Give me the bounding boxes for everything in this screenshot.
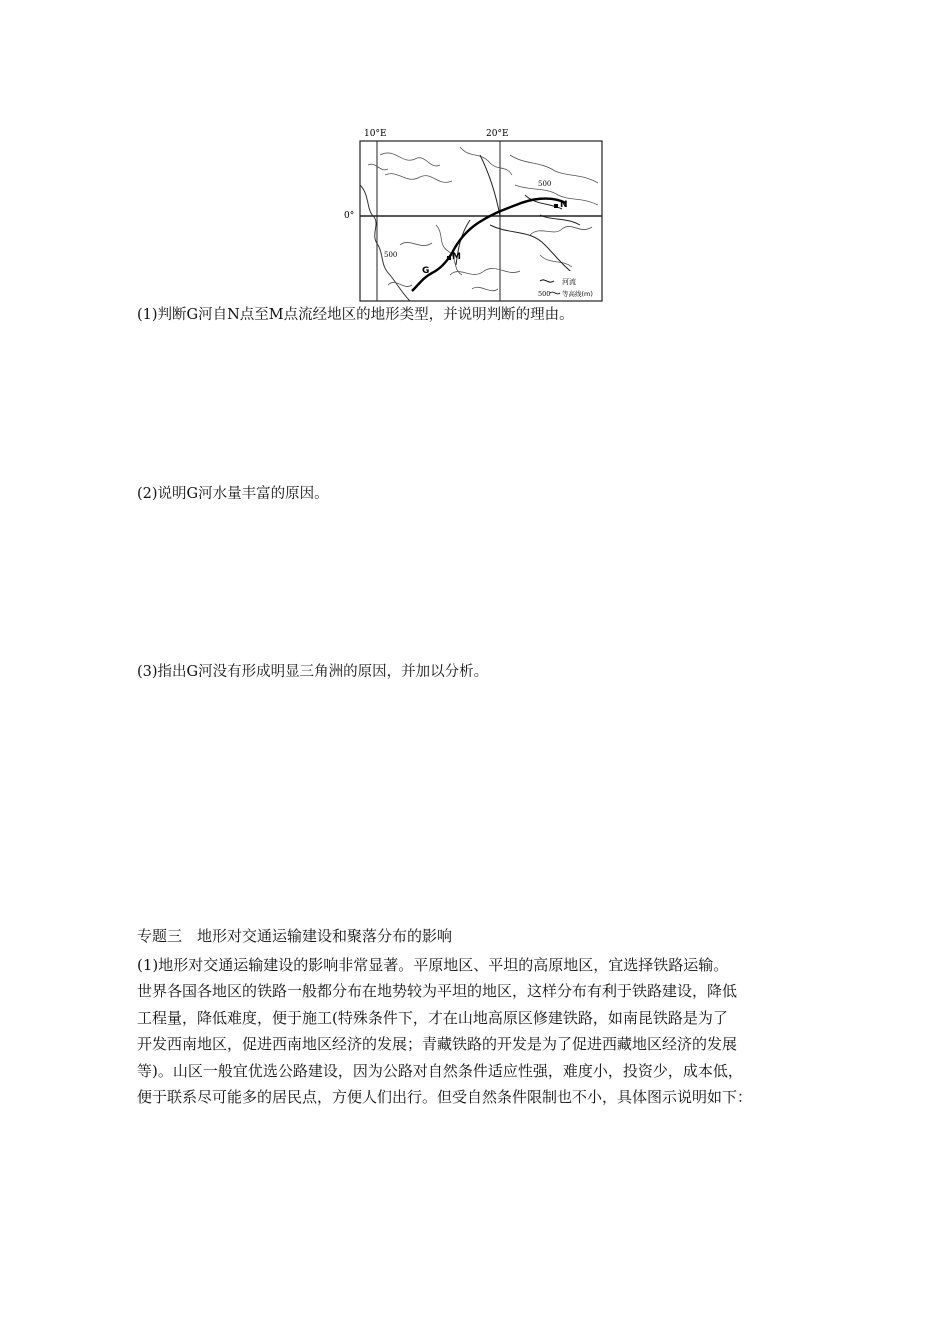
lat-label-0: 0° xyxy=(344,211,355,221)
river-basin-map xyxy=(340,125,610,305)
map-figure xyxy=(340,125,610,305)
section-paragraph xyxy=(137,952,817,1110)
legend-contour-label: 等高线(m) xyxy=(562,290,593,298)
question-1: (1)判断G河自N点至M点流经地区的地形类型，并说明判断的理由。 xyxy=(137,307,574,323)
contour-label-500: 500 xyxy=(538,180,552,188)
lon-label-10e: 10°E xyxy=(364,129,387,139)
legend-river-label: 河流 xyxy=(562,278,576,286)
point-n-label: N xyxy=(560,200,568,210)
paragraph-line: 等)。山区一般宜优选公路建设，因为公路对自然条件适应性强，难度小，投资少，成本低， xyxy=(137,1061,743,1080)
question-3: (3)指出G河没有形成明显三角洲的原因，并加以分析。 xyxy=(137,664,489,680)
point-m-marker xyxy=(447,256,451,260)
legend-contour-value: 500 xyxy=(538,290,551,298)
contour-label-500-west: 500 xyxy=(384,251,398,259)
point-n-marker xyxy=(554,204,558,208)
paragraph-line: 工程量，降低难度，便于施工(特殊条件下，才在山地高原区修建铁路，如南昆铁路是为了 xyxy=(137,1008,728,1027)
question-2: (2)说明G河水量丰富的原因。 xyxy=(137,486,329,502)
paragraph-line: 世界各国各地区的铁路一般都分布在地势较为平坦的地区，这样分布有利于铁路建设，降低 xyxy=(137,982,738,1001)
paragraph-line: 开发西南地区，促进西南地区经济的发展；青藏铁路的开发是为了促进西藏地区经济的发展 xyxy=(137,1035,738,1054)
lon-label-20e: 20°E xyxy=(486,129,509,139)
river-g-label: G xyxy=(422,266,430,276)
paragraph-line: (1)地形对交通运输建设的影响非常显著。平原地区、平坦的高原地区，宜选择铁路运输。 xyxy=(137,956,729,974)
map-legend xyxy=(536,271,600,299)
section-title: 专题三 地形对交通运输建设和聚落分布的影响 xyxy=(137,927,453,945)
point-m-label: M xyxy=(452,252,461,262)
paragraph-line: 便于联系尽可能多的居民点，方便人们出行。但受自然条件限制也不小，具体图示说明如下： xyxy=(137,1088,753,1107)
